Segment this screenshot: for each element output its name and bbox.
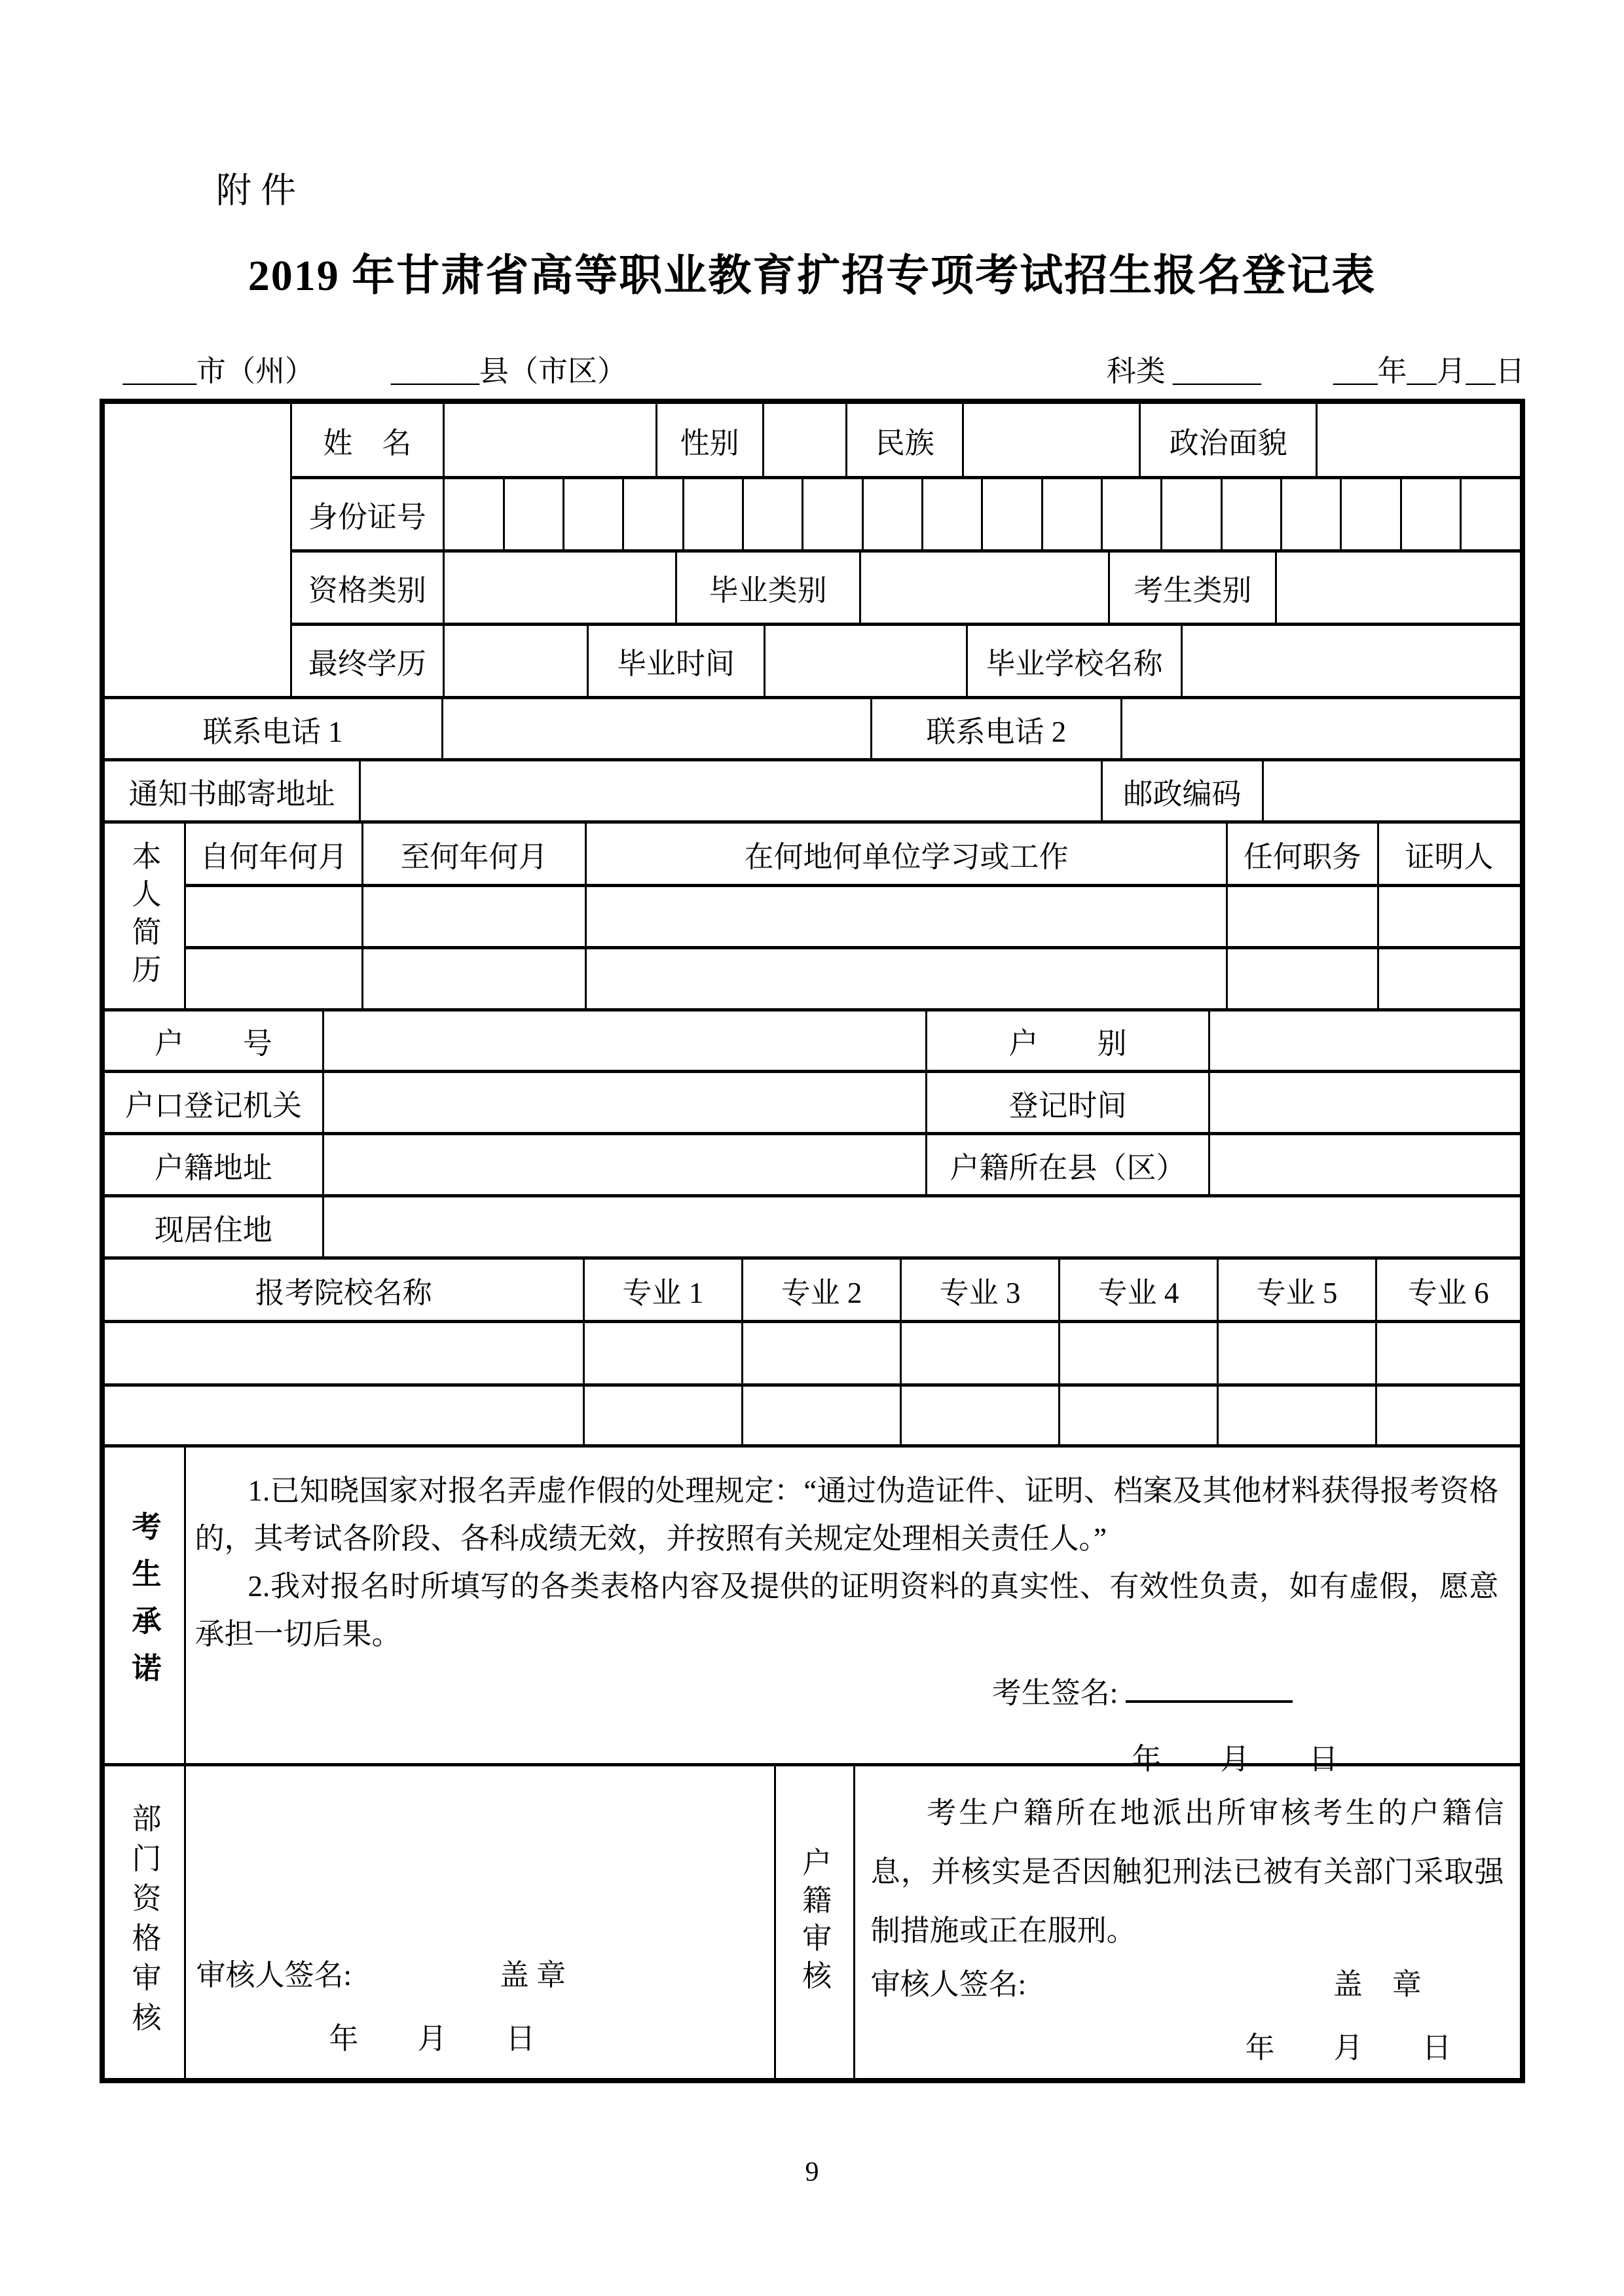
registry-office-label: 户口登记机关 bbox=[124, 1089, 302, 1122]
resume-data-row bbox=[186, 946, 1520, 1008]
candidate-type-label: 考生类别 bbox=[1108, 553, 1275, 623]
name-row bbox=[292, 404, 1520, 476]
candidate-signature-line bbox=[1126, 1671, 1293, 1703]
application-school-header: 报考院校名称 bbox=[255, 1276, 432, 1309]
resume-from-header: 自何年何月 bbox=[200, 840, 348, 873]
major1-cell bbox=[583, 1323, 741, 1383]
attachment-label: 附件 bbox=[216, 171, 305, 210]
application-school-cell bbox=[105, 1323, 583, 1383]
political-status-label: 政治面貌 bbox=[1139, 404, 1316, 476]
major6-cell bbox=[1375, 1387, 1519, 1444]
residence-label: 现居住地 bbox=[154, 1213, 272, 1247]
resume-position-cell bbox=[1226, 949, 1376, 1008]
graduation-type-label: 毕业类别 bbox=[675, 553, 859, 623]
id-digit-cell bbox=[1280, 479, 1340, 549]
mail-address-label: 通知书邮寄地址 bbox=[128, 777, 335, 811]
major5-header: 专业 5 bbox=[1217, 1260, 1375, 1320]
major5-cell bbox=[1217, 1387, 1375, 1444]
hukou-address-row bbox=[105, 1132, 1520, 1194]
postcode-value-cell bbox=[1262, 761, 1519, 820]
residence-row bbox=[105, 1194, 1520, 1256]
major3-cell bbox=[900, 1387, 1058, 1444]
page-title: 2019 年甘肃省高等职业教育扩招专项考试招生报名登记表 bbox=[248, 252, 1376, 300]
graduation-school-value-cell bbox=[1181, 626, 1520, 696]
page-number: 9 bbox=[805, 2157, 819, 2187]
hukou-reviewer-signature-row bbox=[871, 1960, 1504, 2003]
pledge-body bbox=[184, 1448, 1520, 1776]
dept-reviewer-signature-row bbox=[196, 1951, 774, 1994]
hukou-review-side-label: 户籍审核 bbox=[774, 1766, 853, 2078]
id-digit-cell bbox=[622, 479, 682, 549]
id-digit-cell bbox=[1460, 479, 1519, 549]
major2-cell bbox=[741, 1387, 900, 1444]
resume-rows bbox=[184, 824, 1520, 1008]
id-digit-cell bbox=[1340, 479, 1399, 549]
final-education-label: 最终学历 bbox=[308, 647, 426, 680]
postcode-label: 邮政编码 bbox=[1101, 761, 1262, 820]
phone2-value-cell bbox=[1120, 699, 1519, 758]
mail-address-row bbox=[105, 758, 1520, 820]
gender-label: 性别 bbox=[655, 404, 762, 476]
hukou-county-label: 户籍所在县（区） bbox=[925, 1135, 1208, 1194]
hukou-number-value-cell bbox=[322, 1011, 925, 1070]
id-digit-cell bbox=[981, 479, 1041, 549]
pledge-section bbox=[105, 1444, 1520, 1776]
resume-referee-header: 证明人 bbox=[1377, 824, 1520, 884]
resume-header-row bbox=[186, 824, 1520, 884]
political-status-value-cell bbox=[1316, 404, 1519, 476]
resume-from-cell bbox=[186, 949, 362, 1008]
basic-info-rows bbox=[290, 404, 1520, 696]
residence-value-cell bbox=[322, 1197, 1519, 1256]
resume-position-header: 任何职务 bbox=[1226, 824, 1376, 884]
hukou-review-box bbox=[853, 1766, 1520, 2078]
pledge-item-1: 1.已知晓国家对报名弄虚作假的处理规定：“通过伪造证件、证明、档案及其他材料获得报考资格的，其考试各阶段、各科成绩无效，并按照有关规定处理相关责任人。” bbox=[194, 1474, 1499, 1555]
major4-header: 专业 4 bbox=[1058, 1260, 1217, 1320]
graduation-type-value-cell bbox=[859, 553, 1109, 623]
education-row bbox=[292, 623, 1520, 696]
phone-row bbox=[105, 696, 1520, 758]
id-digit-cell bbox=[802, 479, 861, 549]
registry-time-value-cell bbox=[1208, 1073, 1519, 1132]
gender-value-cell bbox=[762, 404, 845, 476]
pledge-date-line: 年 月 日 bbox=[1132, 1742, 1338, 1776]
major5-cell bbox=[1217, 1323, 1375, 1383]
dept-review-box bbox=[184, 1766, 774, 2078]
photo-area bbox=[105, 404, 290, 696]
final-education-value-cell bbox=[443, 626, 586, 696]
resume-place-cell bbox=[585, 949, 1227, 1008]
name-label: 姓 名 bbox=[323, 426, 412, 460]
resume-section bbox=[105, 820, 1520, 1008]
candidate-type-value-cell bbox=[1275, 553, 1519, 623]
major6-header: 专业 6 bbox=[1375, 1260, 1519, 1320]
date-blank: ___年__月__日 bbox=[1333, 355, 1525, 388]
dept-review-side-label: 部门资格审核 bbox=[127, 1802, 160, 2042]
resume-referee-cell bbox=[1377, 887, 1520, 946]
pledge-side-label: 考生承诺 bbox=[127, 1511, 160, 1700]
phone1-label: 联系电话 1 bbox=[202, 715, 343, 748]
pledge-item-2: 2.我对报名时所填写的各类表格内容及提供的证明资料的真实性、有效性负责，如有虚假，愿意承担一切后果。 bbox=[194, 1569, 1499, 1650]
registry-office-value-cell bbox=[322, 1073, 925, 1132]
id-number-row bbox=[292, 476, 1520, 549]
hukou-county-value-cell bbox=[1208, 1135, 1519, 1194]
hukou-number-label: 户 号 bbox=[154, 1027, 272, 1060]
id-digit-cell bbox=[563, 479, 622, 549]
resume-to-cell bbox=[361, 887, 584, 946]
hukou-seal-label: 盖 章 bbox=[1333, 1968, 1422, 2001]
category-blank: 科类 ______ bbox=[1106, 355, 1261, 388]
resume-referee-cell bbox=[1377, 949, 1520, 1008]
major6-cell bbox=[1375, 1323, 1519, 1383]
id-digit-cell bbox=[1101, 479, 1160, 549]
hukou-review-text: 考生户籍所在地派出所审核考生的户籍信息，并核实是否因触犯刑法已被有关部门采取强制措施或正在服刑。 bbox=[870, 1796, 1504, 1947]
registry-time-label: 登记时间 bbox=[925, 1073, 1208, 1132]
registration-form-table bbox=[100, 399, 1525, 2083]
hukou-type-label: 户 别 bbox=[925, 1011, 1208, 1070]
application-school-cell bbox=[105, 1387, 583, 1444]
mail-address-value-cell bbox=[359, 761, 1100, 820]
hukou-address-value-cell bbox=[322, 1135, 925, 1194]
id-digit-cell bbox=[1160, 479, 1220, 549]
candidate-signature-label: 考生签名: bbox=[991, 1676, 1118, 1709]
major4-cell bbox=[1058, 1387, 1217, 1444]
application-header-row bbox=[105, 1260, 1520, 1320]
id-number-label: 身份证号 bbox=[308, 501, 426, 534]
hukou-type-value-cell bbox=[1208, 1011, 1519, 1070]
major2-header: 专业 2 bbox=[741, 1260, 900, 1320]
dept-review-date-line: 年 月 日 bbox=[329, 2022, 536, 2055]
qualification-type-value-cell bbox=[443, 553, 674, 623]
county-blank: ______县（市区） bbox=[391, 355, 627, 388]
resume-position-cell bbox=[1226, 887, 1376, 946]
hukou-number-row bbox=[105, 1008, 1520, 1070]
id-digit-cell bbox=[862, 479, 921, 549]
hukou-address-label: 户籍地址 bbox=[154, 1151, 272, 1184]
hukou-review-date-line: 年 月 日 bbox=[1245, 2032, 1452, 2064]
application-section bbox=[105, 1256, 1520, 1444]
city-blank: _____市（州） bbox=[122, 355, 315, 388]
id-digit-cell bbox=[1041, 479, 1101, 549]
qualification-row bbox=[292, 549, 1520, 623]
major1-header: 专业 1 bbox=[583, 1260, 741, 1320]
major2-cell bbox=[741, 1323, 900, 1383]
graduation-time-value-cell bbox=[764, 626, 966, 696]
pre-header-line bbox=[100, 347, 1525, 390]
graduation-school-label: 毕业学校名称 bbox=[966, 626, 1181, 696]
id-digit-cell bbox=[503, 479, 563, 549]
id-digit-cell bbox=[682, 479, 742, 549]
phone2-label: 联系电话 2 bbox=[870, 699, 1120, 758]
major3-header: 专业 3 bbox=[900, 1260, 1058, 1320]
basic-info-section bbox=[105, 404, 1520, 696]
application-data-row bbox=[105, 1320, 1520, 1383]
dept-reviewer-signature-label: 审核人签名: bbox=[196, 1959, 352, 1992]
id-digit-cell bbox=[921, 479, 981, 549]
id-digit-cell bbox=[443, 479, 502, 549]
qualification-type-label: 资格类别 bbox=[308, 574, 426, 607]
name-value-cell bbox=[443, 404, 655, 476]
graduation-time-label: 毕业时间 bbox=[587, 626, 764, 696]
hukou-reviewer-signature-label: 审核人签名: bbox=[870, 1968, 1027, 2001]
resume-to-cell bbox=[361, 949, 584, 1008]
application-data-row bbox=[105, 1383, 1520, 1444]
resume-data-row bbox=[186, 884, 1520, 946]
ethnicity-value-cell bbox=[962, 404, 1139, 476]
resume-place-header: 在何地何单位学习或工作 bbox=[585, 824, 1227, 884]
registry-office-row bbox=[105, 1070, 1520, 1132]
resume-place-cell bbox=[585, 887, 1227, 946]
dept-seal-label: 盖 章 bbox=[499, 1959, 566, 1992]
ethnicity-label: 民族 bbox=[845, 404, 962, 476]
resume-from-cell bbox=[186, 887, 362, 946]
id-digit-cell bbox=[1221, 479, 1280, 549]
major3-cell bbox=[900, 1323, 1058, 1383]
id-digit-cell bbox=[1400, 479, 1460, 549]
major4-cell bbox=[1058, 1323, 1217, 1383]
phone1-value-cell bbox=[441, 699, 870, 758]
candidate-signature-row bbox=[195, 1669, 1499, 1711]
review-section bbox=[105, 1763, 1520, 2078]
resume-side-label: 本人简历 bbox=[127, 840, 160, 992]
resume-to-header: 至何年何月 bbox=[361, 824, 584, 884]
major1-cell bbox=[583, 1387, 741, 1444]
id-digit-cell bbox=[742, 479, 802, 549]
